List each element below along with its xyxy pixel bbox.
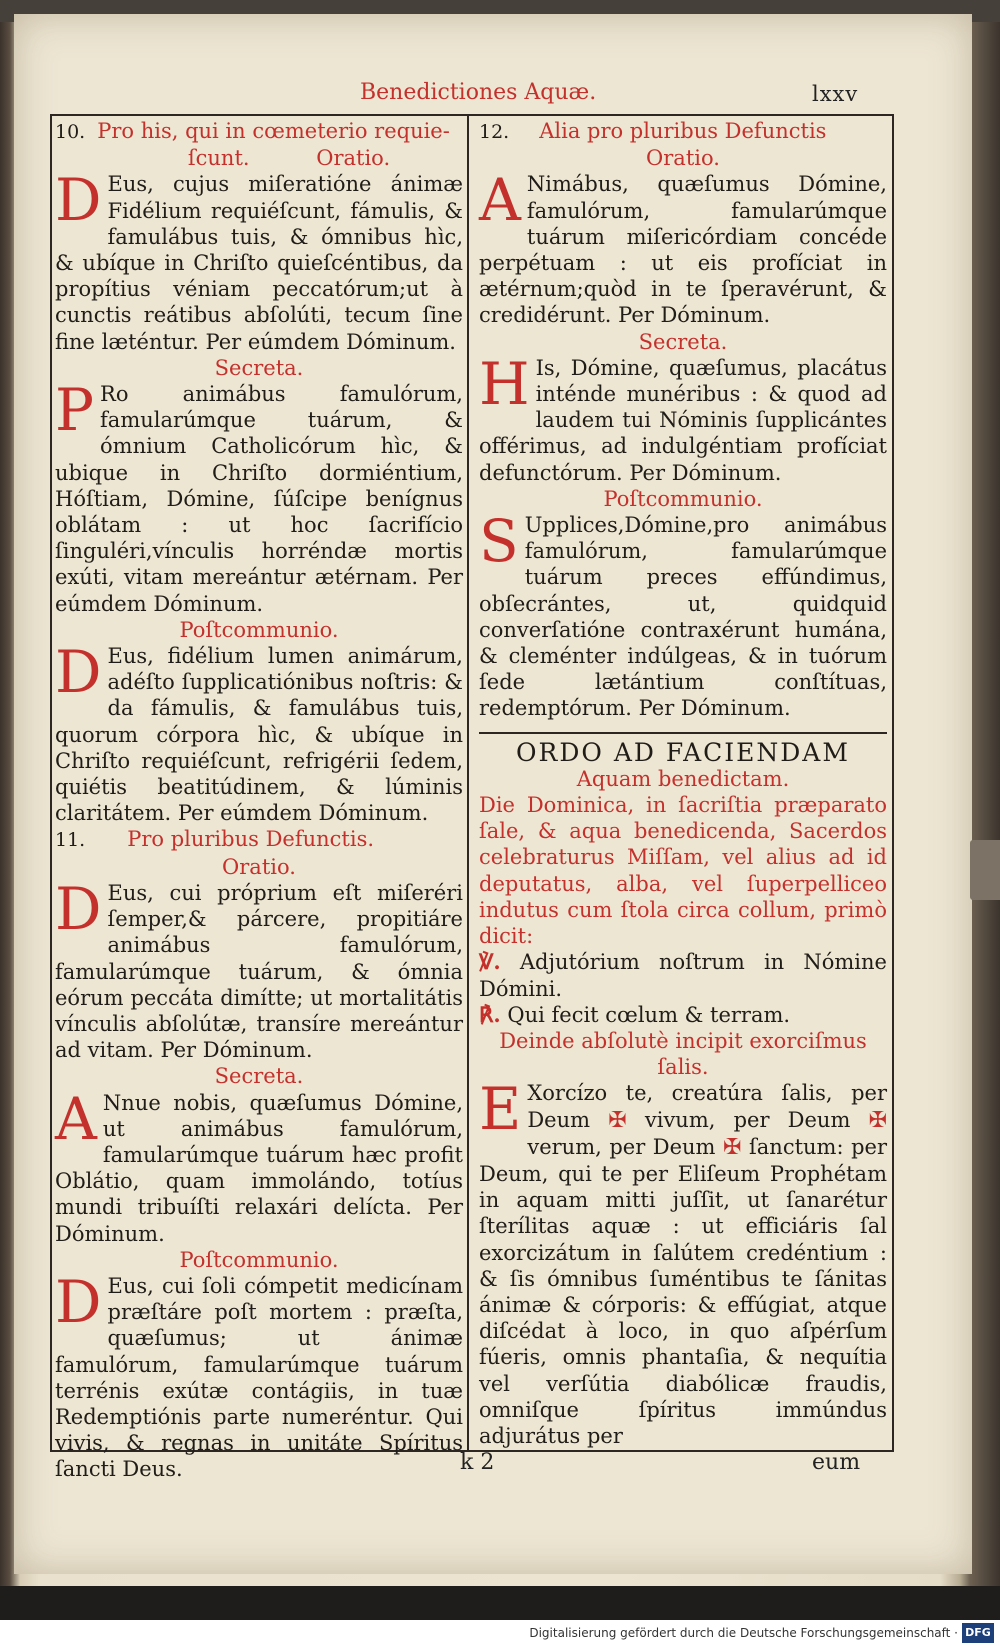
exorcism-paragraph (479, 1075, 887, 1449)
drop-capital: D (55, 874, 102, 943)
prayer-text: Is, Dómine, quæſumus, placátus inténde munéribus : & quod ad laudem tui Nóminis ſupplicántes offérimus, ad indulgéntiam profíciat defunctórum. Per Dóminum. (479, 355, 887, 485)
response-text: Qui fecit cœlum & terram. (507, 1002, 791, 1027)
prayer-text: verum, per Deum (527, 1134, 716, 1159)
prayer-paragraph (55, 1267, 463, 1483)
right-column (479, 118, 887, 1449)
secreta-heading: Secreta. (214, 355, 304, 380)
oratio-heading: Oratio. (222, 854, 296, 879)
drop-capital: D (55, 166, 102, 235)
prayer-paragraph (55, 166, 463, 354)
section-10-heading (55, 118, 463, 145)
drop-capital: A (55, 1084, 97, 1153)
prayer-paragraph (479, 507, 887, 722)
folio-number: lxxv (812, 82, 859, 106)
postcommunio-heading: Poſtcommunio. (179, 1247, 339, 1272)
prayer-paragraph (55, 638, 463, 826)
versicle (479, 949, 887, 1001)
drop-capital: D (55, 1267, 102, 1336)
prayer-text: Eus, cui ſoli cómpetit medicínam præſtáre poſt mortem : præſta, quæſumus; ut ánimæ famulórum, famularúmque tuárum terrénis exútæ contágiis, in tuæ Redemptiónis parte numeréntur. Qui vivis, & regnas in unitáte Spíritus ſancti Deus. (55, 1273, 463, 1482)
section-title: Alia pro pluribus Defunctis (539, 119, 827, 143)
versicle-text: Adjutórium noſtrum in Nómine Dómini. (479, 950, 887, 1001)
section-12-heading (479, 118, 887, 145)
prayer-text: vivum, per Deum (644, 1107, 851, 1132)
digitization-credit: Digitalisierung gefördert durch die Deutsche Forschungsgemeinschaft · (529, 1626, 958, 1640)
prayer-paragraph (479, 166, 887, 328)
section-rule (479, 732, 887, 734)
prayer-paragraph (55, 376, 463, 617)
oratio-heading: Oratio. (316, 146, 391, 171)
cross-icon: ✠ (608, 1107, 627, 1133)
catchword: eum (812, 1450, 861, 1475)
postcommunio-heading: Poſtcommunio. (603, 486, 763, 511)
section-number: 11. (55, 829, 86, 852)
section-title: Pro his, qui in cœmeterio requie- (97, 119, 450, 143)
dfg-logo: DFG (962, 1623, 994, 1643)
prayer-paragraph (55, 1084, 463, 1247)
drop-capital: H (479, 349, 530, 418)
drop-capital: S (479, 507, 519, 576)
response-symbol: ℟. (479, 1001, 501, 1027)
drop-capital: P (55, 376, 95, 445)
prayer-paragraph (479, 349, 887, 486)
prayer-text: Xorcízo te, creatúra ſalis, per Deum (527, 1081, 887, 1132)
drop-capital: E (479, 1075, 522, 1144)
section-10-heading-line2 (115, 145, 463, 171)
secreta-heading: Secreta. (214, 1064, 304, 1089)
running-head: Benedictiones Aquæ. (360, 80, 597, 105)
prayer-text: ſanctum: per Deum, qui te per Eliſeum Prophétam in aquam mitti juſſit, ut ſanarétur ſterílitas aquæ : ut efficiáris ſal exorcizátum in ſalútem credéntium : & ſis ómnibus ſuméntibus te ſánitas ánimæ & córporis: & effúgiat, atque diſcédat à loco, in quo aſpérſum fúeris, omnis phantaſia, & nequítia vel verſútia diabólicæ fraudis, omniſque ſpíritus immúndus adjurátus per (479, 1134, 887, 1448)
prayer-paragraph (55, 874, 463, 1063)
section-11-heading (55, 826, 463, 853)
prayer-text: Nnue nobis, quæſumus Dómine, ut animábus famulórum, famularúmque tuárum hæc profit Oblátio, quam immolándo, totíus mundi tribuíſti relaxári delícta. Per Dóminum. (55, 1090, 463, 1246)
section-title: Pro pluribus Defunctis. (127, 827, 375, 852)
prayer-text: Eus, fidélium lumen animárum, adéſto ſupplicatiónibus noſtris: & da fámulis, & famulábus tuis, quorum córpora hìc, & ubíque in Chriſto requiéſcunt, refrigérii ſedem, quiétis beatitúdinem, & lúminis claritátem. Per eúmdem Dóminum. (55, 644, 463, 826)
rubric-exorcism: Deinde abſolutè incipit exorciſmus ſalis. (499, 1028, 867, 1080)
prayer-text: Nimábus, quæſumus Dómine, famulórum, famularúmque tuárum miſericórdiam concéde perpétuam : ut eis profíciat in ætérnum;quòd in te ſperavérunt, & credidérunt. Per Dóminum. (479, 172, 887, 328)
ordo-subtitle: Aquam benedictam. (576, 766, 790, 791)
prayer-text: Eus, cujus miſeratióne ánimæ Fidélium requiéſcunt, fámulis, & famulábus tuis, & ómnibus hìc, & ubíque in Chriſto quieſcéntibus, da propítius véniam peccatórum;ut à cunctis reátibus abſolúti, tecum ſine fine læténtur. Per eúmdem Dóminum. (55, 172, 463, 354)
postcommunio-heading: Poſtcommunio. (179, 617, 339, 642)
cross-icon: ✠ (868, 1107, 887, 1133)
ordo-title: ORDO AD FACIENDAM (516, 737, 850, 767)
column-divider (467, 116, 469, 1450)
section-number: 10. (55, 121, 86, 143)
section-title-cont: ſcunt. (187, 146, 250, 171)
rubric: Die Dominica, in ſacriſtia præparato ſale, & aqua benedicenda, Sacerdos celebraturus Miſſam, vel alius ad id deputatus, alba, vel ſuperpelliceo indutus cum ſtola circa collum, primò dicit: (479, 793, 887, 949)
signature-mark: k 2 (460, 1450, 495, 1475)
left-column (55, 118, 463, 1483)
drop-capital: D (55, 638, 102, 707)
prayer-text: Upplices,Dómine,pro animábus famulórum, famularúmque tuárum preces effúndimus, obſecrántes, ut, quidquid converſatióne contraxérunt humána, & cleménter indúlgeas, & in tuórum ſede lætántium conſtítuas, redemptórum. Per Dóminum. (479, 513, 887, 721)
drop-capital: A (479, 166, 521, 235)
prayer-text: Eus, cui próprium eſt miſeréri ſemper,& párcere, propitiáre animábus famulórum, famularúmque tuárum, & ómnia eórum peccáta dimítte; ut mortalitátis vínculis abſolútæ, transíre mereántur ad vitam. Per Dóminum. (55, 880, 463, 1063)
response (479, 1002, 887, 1028)
prayer-text: Ro animábus famulórum, famularúmque tuárum, & ómnium Catholicórum hìc, & ubique in Chriſto dormiéntium, Hóſtiam, Dómine, ſúſcipe benígnus oblátam : ut hoc ſacrifício ſinguléri,vínculis horréndæ mortis exúti, vitam mereántur ætérnam. Per eúmdem Dóminum. (55, 382, 463, 616)
cross-icon: ✠ (723, 1134, 742, 1160)
secreta-heading: Secreta. (638, 329, 728, 354)
versicle-symbol: ℣. (479, 949, 501, 975)
section-number: 12. (479, 121, 510, 143)
page-edge-tab (970, 840, 1000, 900)
oratio-heading: Oratio. (646, 146, 720, 171)
